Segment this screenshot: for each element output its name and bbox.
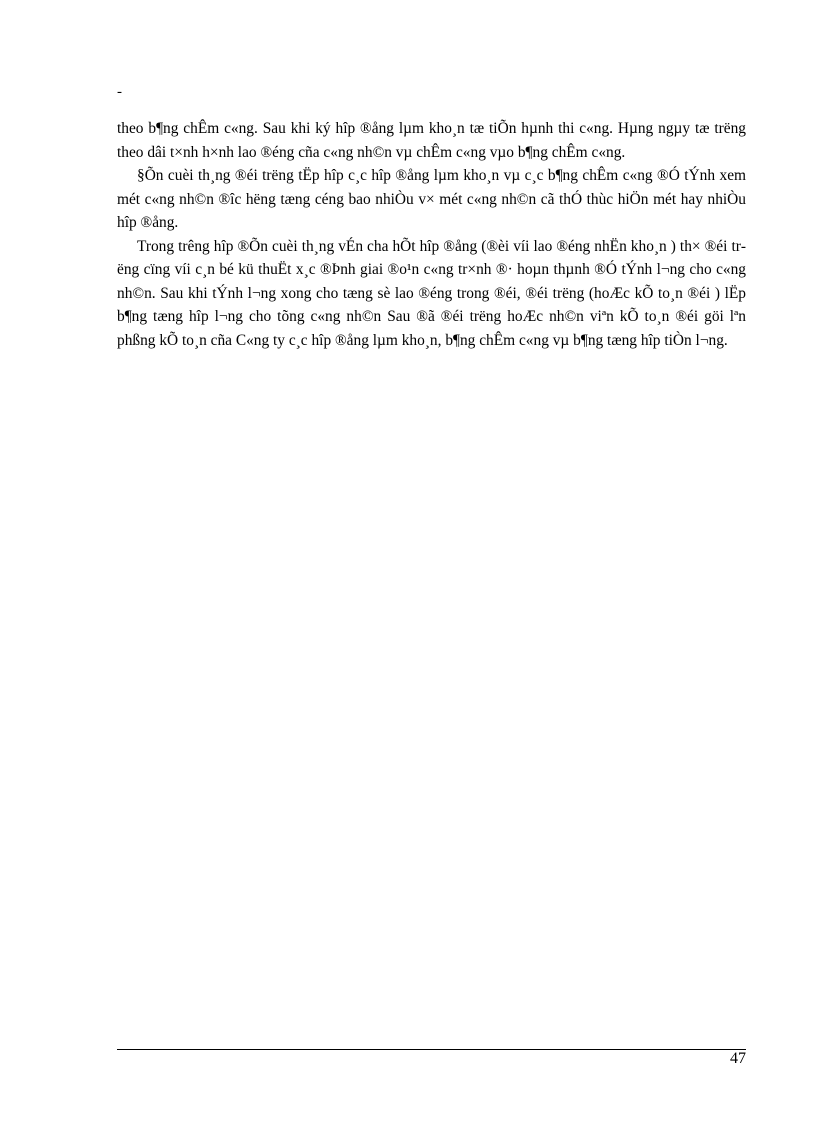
top-dash-mark: - — [117, 84, 122, 100]
paragraph-3: Trong trêng hîp ®Õn cuèi th¸ng vÉn cha hÕt hîp ®ång (®èi víi lao ®éng nhËn kho¸n ) th× ®éi trëng cïng víi c¸n bé kü thuËt x¸c ®Þnh giai ®o¹n c«ng tr×nh ®· hoµn thµnh ®Ó tÝnh l¬ng cho c«ng nh©n. Sau khi tÝnh l¬ng xong cho tæng sè lao ®éng trong ®éi, ®éi trëng (hoÆc kÕ to¸n ®éi ) lËp b¶ng tæng hîp l¬ng cho tõng c«ng nh©n Sau ®ã ®éi trëng hoÆc nh©n viªn kÕ to¸n ®éi göi lªn phßng kÕ to¸n cña C«ng ty c¸c hîp ®ång lµm kho¸n, b¶ng chÊm c«ng vµ b¶ng tæng hîp tiÒn l¬ng. — [117, 237, 746, 349]
paragraph-1: theo b¶ng chÊm c«ng. Sau khi ký hîp ®ång lµm kho¸n tæ tiÕn hµnh thi c«ng. Hµng ngµy tæ trëng theo dâi t×nh h×nh lao ®éng cña c«ng nh©n vµ chÊm c«ng vµo b¶ng chÊm c«ng. — [117, 120, 746, 161]
body-text — [117, 117, 746, 352]
paragraph-2: §Õn cuèi th¸ng ®éi trëng tËp hîp c¸c hîp ®ång lµm kho¸n vµ c¸c b¶ng chÊm c«ng ®Ó tÝnh xem mét c«ng nh©n ®îc hëng tæng céng bao nhiÒu v× mét c«ng nh©n cã thÓ thùc hiÖn mét hay nhiÒu hîp ®ång. — [117, 167, 746, 231]
page-number: 47 — [730, 1050, 746, 1067]
footer-rule — [117, 1049, 746, 1050]
